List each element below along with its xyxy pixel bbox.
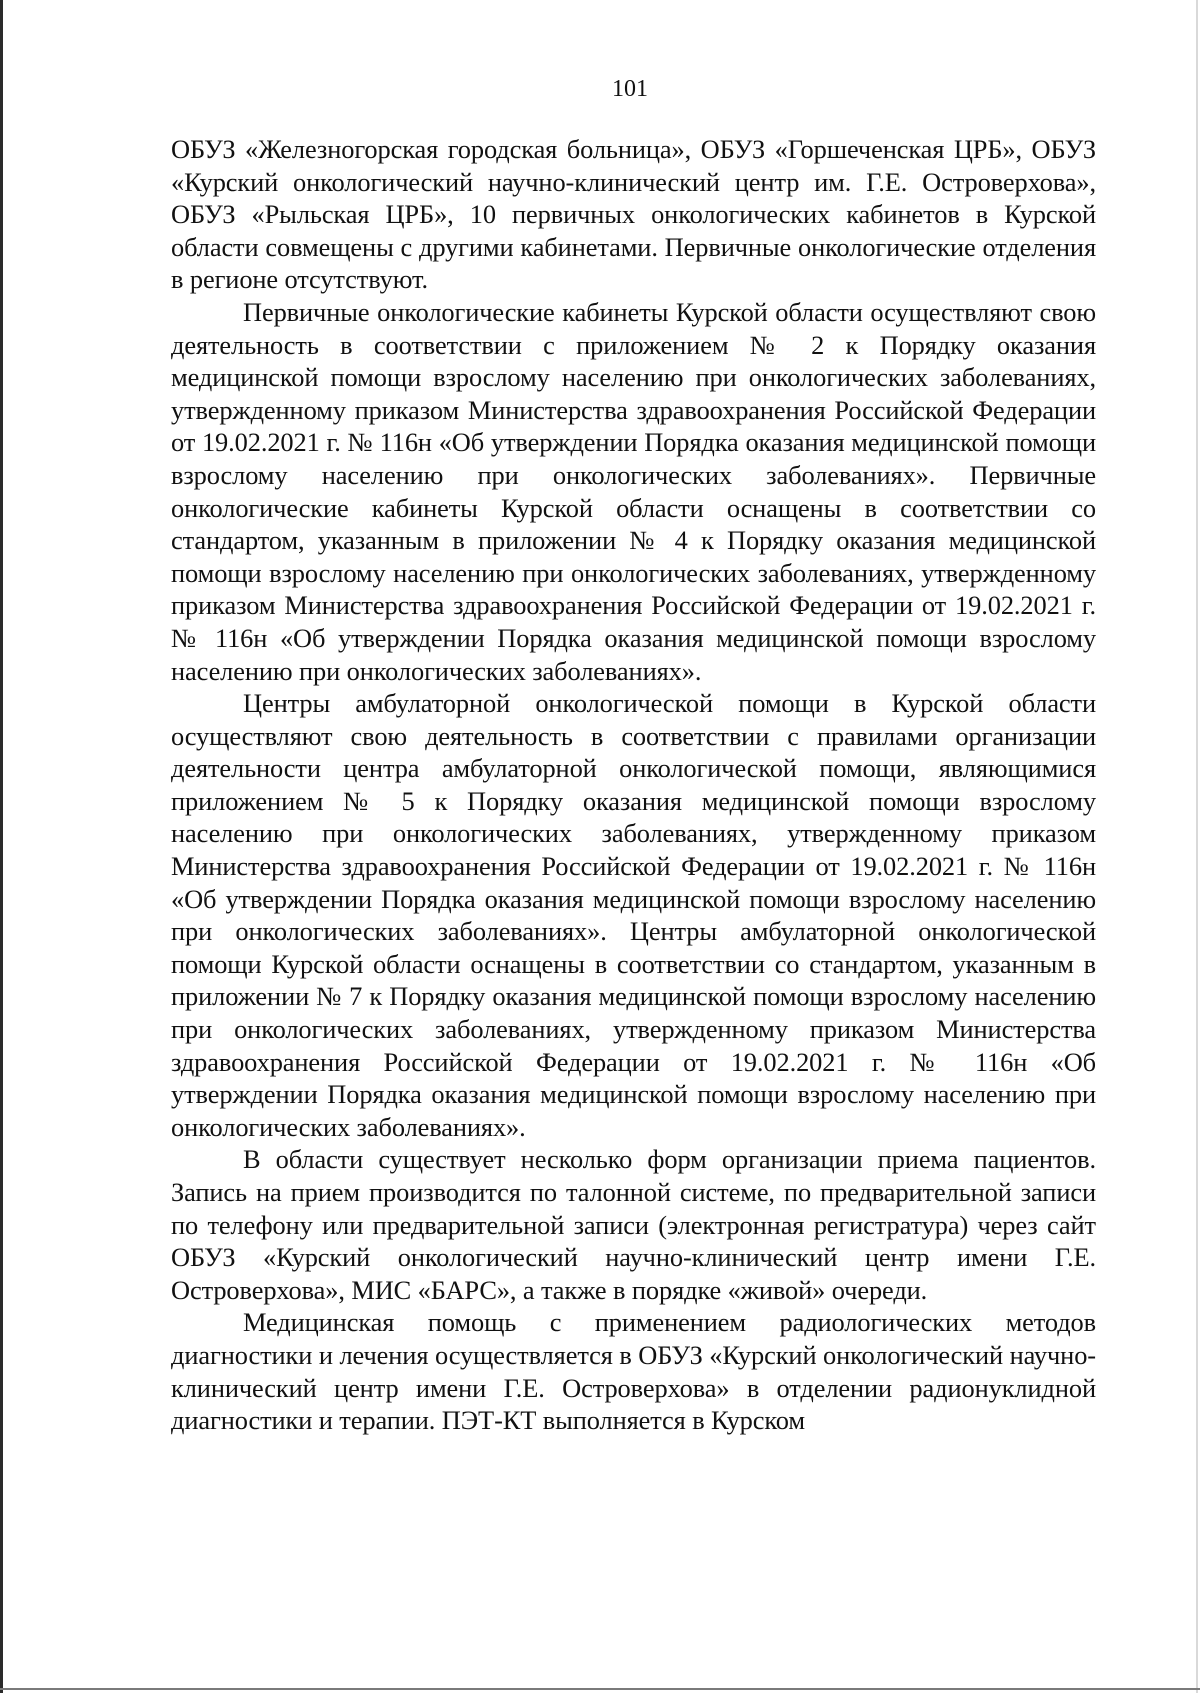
paragraph-radiology: Медицинская помощь с применением радиологических методов диагностики и лечения осуществляется в ОБУЗ «Курский онкологический научно-клинический центр имени Г.Е. Островерхова» в отделении радионуклидной диагностики и терапии. ПЭТ-КТ выполняется в Курском [171, 1307, 1096, 1436]
scan-bottom-edge [0, 1688, 1200, 1690]
scan-right-edge [1196, 0, 1198, 1693]
document-body [171, 133, 1096, 1437]
page-number: 101 [612, 76, 648, 102]
paragraph-ambulatory-centers: Центры амбулаторной онкологической помощи в Курской области осуществляют свою деятельность в соответствии с правилами организации деятельности центра амбулаторной онкологической помощи, являющимися приложением № 5 к Порядку оказания медицинской помощи взрослому населению при онкологических заболеваниях, утвержденному приказом Министерства здравоохранения Российской Федерации от 19.02.2021 г. № 116н «Об утверждении Порядка оказания медицинской помощи взрослому населению при онкологических заболеваниях». Центры амбулаторной онкологической помощи Курской области оснащены в соответствии со стандартом, указанным в приложении № 7 к Порядку оказания медицинской помощи взрослому населению при онкологических заболеваниях, утвержденному приказом Министерства здравоохранения Российской Федерации от 19.02.2021 г. № 116н «Об утверждении Порядка оказания медицинской помощи взрослому населению при онкологических заболеваниях». [171, 688, 1096, 1142]
paragraph-continuation: ОБУЗ «Железногорская городская больница», ОБУЗ «Горшеченская ЦРБ», ОБУЗ «Курский онкологический научно-клинический центр им. Г.Е. Островерхова», ОБУЗ «Рыльская ЦРБ», 10 первичных онкологических кабинетов в Курской области совмещены с другими кабинетами. Первичные онкологические отделения в регионе отсутствуют. [171, 134, 1096, 295]
scan-left-edge [0, 0, 3, 1693]
paragraph-patient-admission: В области существует несколько форм организации приема пациентов. Запись на прием производится по талонной системе, по предварительной записи по телефону или предварительной записи (электронная регистратура) через сайт ОБУЗ «Курский онкологический научно-клинический центр имени Г.Е. Островерхова», МИС «БАРС», а также в порядке «живой» очереди. [171, 1144, 1096, 1305]
paragraph-primary-cabinets: Первичные онкологические кабинеты Курской области осуществляют свою деятельность в соответствии с приложением № 2 к Порядку оказания медицинской помощи взрослому населению при онкологических заболеваниях, утвержденному приказом Министерства здравоохранения Российской Федерации от 19.02.2021 г. № 116н «Об утверждении Порядка оказания медицинской помощи взрослому населению при онкологических заболеваниях». Первичные онкологические кабинеты Курской области оснащены в соответствии со стандартом, указанным в приложении № 4 к Порядку оказания медицинской помощи взрослому населению при онкологических заболеваниях, утвержденному приказом Министерства здравоохранения Российской Федерации от 19.02.2021 г. № 116н «Об утверждении Порядка оказания медицинской помощи взрослому населению при онкологических заболеваниях». [171, 296, 1096, 686]
